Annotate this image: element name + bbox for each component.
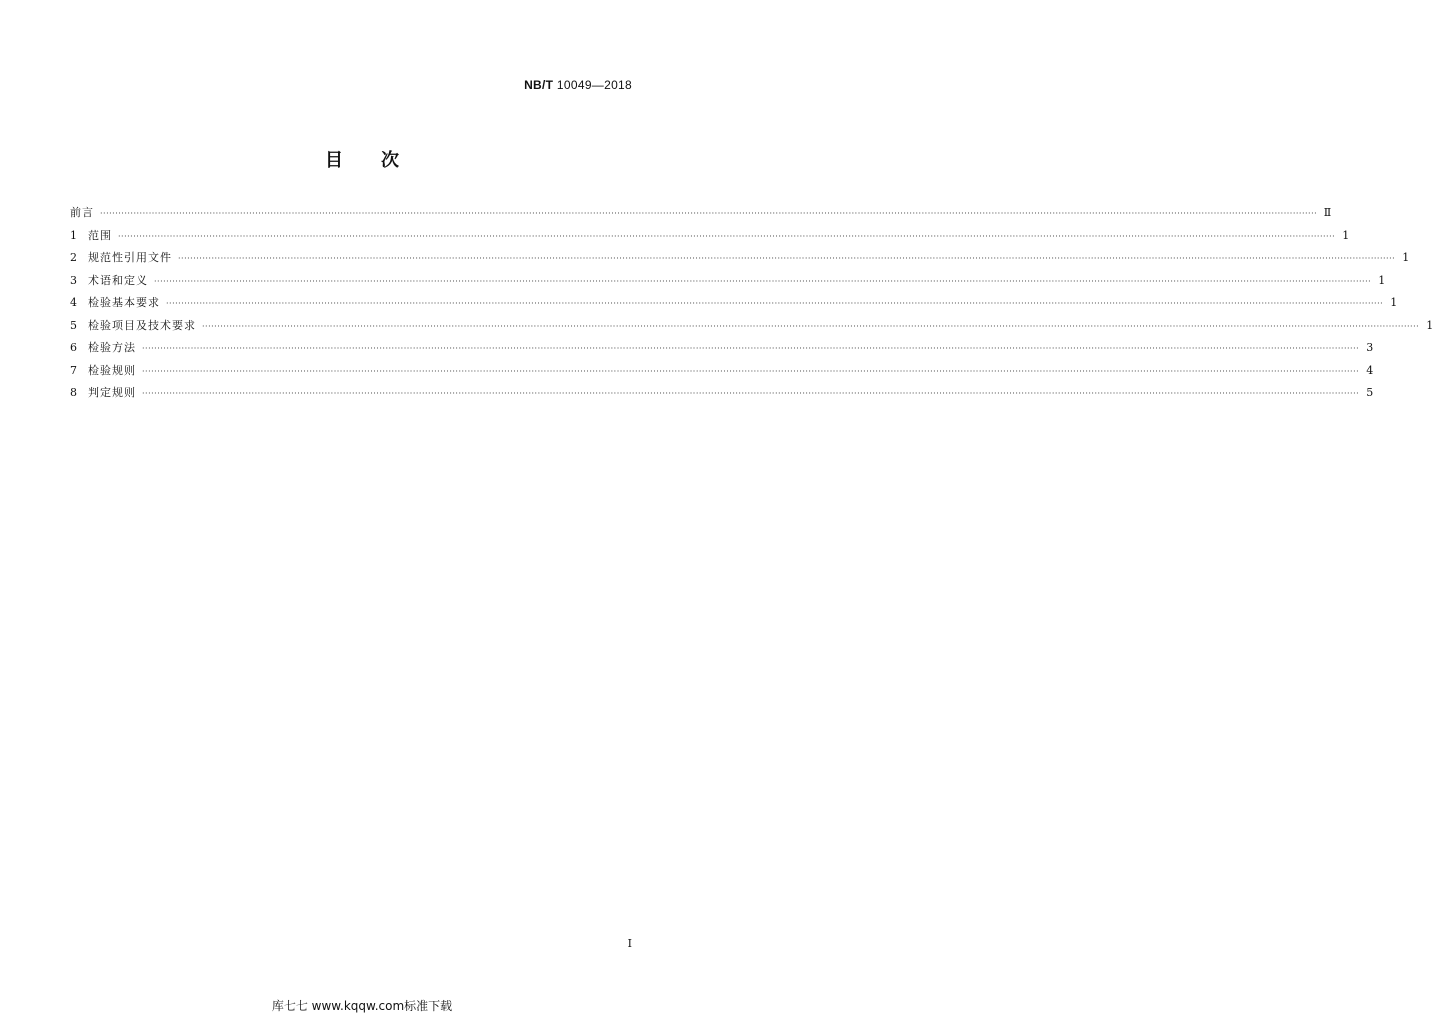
footer-watermark: 库七七 www.kqqw.com标准下载 <box>271 999 453 1013</box>
toc-entry-label: 检验项目及技术要求 <box>88 318 196 332</box>
toc-entry-page: 1 <box>1378 273 1386 287</box>
toc-entry-page: 1 <box>1426 318 1433 332</box>
toc-leader-dots: ················································································································································································································································································································································································································ <box>202 321 1420 331</box>
toc-entry[interactable] <box>70 337 1374 360</box>
toc-leader-dots: ················································································································································································································································································································································································································ <box>142 389 1360 398</box>
toc-entry-label: 检验方法 <box>88 341 136 354</box>
toc-entry[interactable] <box>70 270 1386 293</box>
toc-entry[interactable] <box>70 225 1350 248</box>
toc-leader-dots: ················································································································································································································································································································································································································ <box>142 366 1360 376</box>
toc-leader-dots: ················································································································································································································································································································································································································ <box>142 344 1360 353</box>
toc-entry-page: 1 <box>1402 251 1410 264</box>
toc-entry[interactable] <box>70 247 1410 270</box>
toc-entry[interactable] <box>70 292 1398 315</box>
toc-entry-number: 2 <box>70 251 77 264</box>
toc-entry-label: 范围 <box>88 228 112 242</box>
toc-entry-page: 1 <box>1390 296 1398 309</box>
toc-entry-page: 5 <box>1366 386 1374 399</box>
toc-entry-number: 8 <box>70 386 77 399</box>
toc-entry-label: 前言 <box>70 206 94 219</box>
toc-entry-page: Ⅱ <box>1323 206 1332 219</box>
toc-leader-dots: ················································································································································································································································································································································································································ <box>154 276 1372 286</box>
toc-leader-dots: ················································································································································································································································································································································································································ <box>100 209 1318 218</box>
toc-title: 目次 <box>325 150 437 171</box>
toc-entry-label: 判定规则 <box>88 386 136 399</box>
standard-prefix: NB/T <box>524 78 554 92</box>
toc-entry[interactable] <box>70 382 1374 405</box>
toc-entry-number: 4 <box>70 296 77 309</box>
toc-entry-page: 4 <box>1366 363 1374 377</box>
toc-entry[interactable] <box>70 315 1433 338</box>
toc-leader-dots: ················································································································································································································································································································································································································ <box>118 231 1336 241</box>
toc-entry-label: 术语和定义 <box>88 273 148 287</box>
toc-leader-dots: ················································································································································································································································································································································································································ <box>178 254 1396 263</box>
toc-entry-number: 1 <box>70 228 77 242</box>
toc-entry-number: 5 <box>70 318 77 332</box>
toc-entry-number: 3 <box>70 273 77 287</box>
toc-entry-label: 规范性引用文件 <box>88 251 172 264</box>
toc-entry-label: 检验规则 <box>88 363 136 377</box>
toc-leader-dots: ················································································································································································································································································································································································································ <box>166 299 1384 308</box>
toc-entry[interactable] <box>70 360 1374 383</box>
page-number: I <box>627 937 632 950</box>
toc-entry[interactable] <box>70 202 1332 225</box>
toc-entry-number: 6 <box>70 341 77 354</box>
toc-entry-label: 检验基本要求 <box>88 296 160 309</box>
toc-entry-page: 1 <box>1342 228 1350 242</box>
standard-code <box>524 78 632 92</box>
standard-number: 10049—2018 <box>556 78 632 92</box>
toc-entry-number: 7 <box>70 363 77 377</box>
table-of-contents <box>70 202 1433 405</box>
toc-entry-page: 3 <box>1366 341 1374 354</box>
